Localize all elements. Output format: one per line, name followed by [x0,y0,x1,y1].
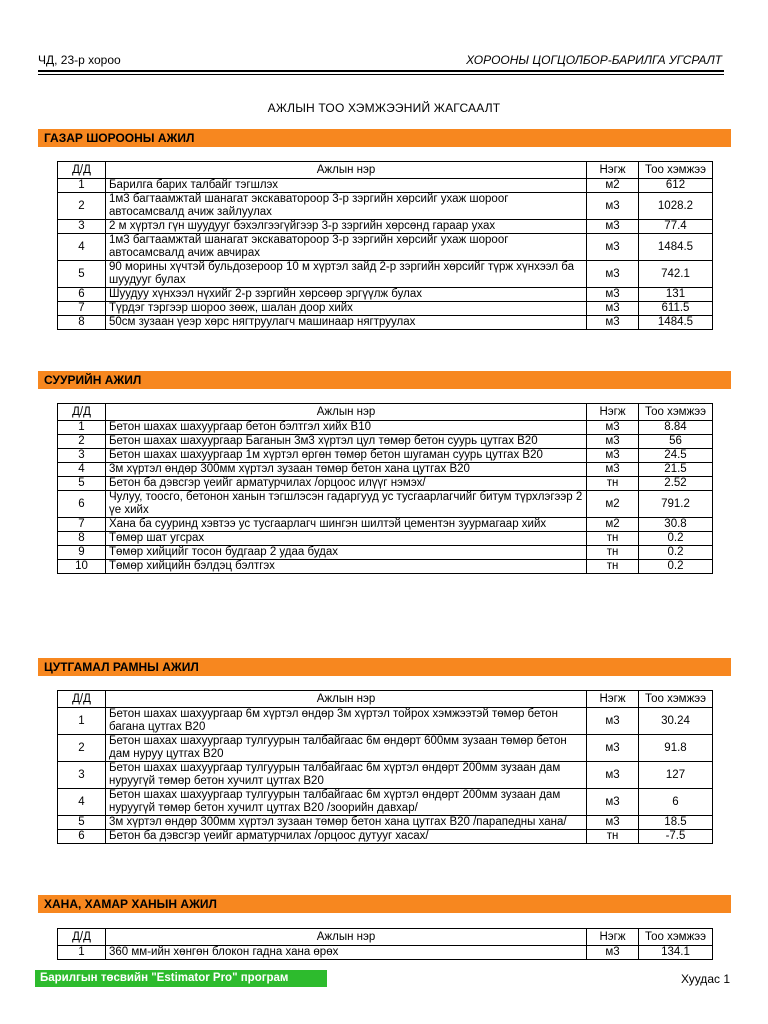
row-unit: м2 [587,179,639,193]
table-header-row [58,162,713,179]
section-bar: ХАНА, ХАМАР ХАНЫН АЖИЛ [38,895,731,913]
table-row [58,491,713,518]
header-rule [38,70,724,72]
row-work-name: Төмөр хийцийн бэлдэц бэлтгэх [106,560,587,574]
col-dd: Д/Д [58,162,106,179]
col-name: Ажлын нэр [106,404,587,421]
row-work-name: 3м хүртэл өндөр 300мм хүртэл зузаан төмөр бетон хана цутгах В20 [106,463,587,477]
table-row [58,220,713,234]
table-row [58,435,713,449]
table-header-row [58,929,713,946]
row-work-name: Хана ба сууринд хэвтээ ус тусгаарлагч шингэн шилтэй цементэн зуурмагаар хийх [106,518,587,532]
row-unit: м3 [587,316,639,330]
row-dd: 6 [58,491,106,518]
table-row [58,708,713,735]
row-work-name: 1м3 багтаамжтай шанагат экскаватороор 3-р зэргийн хөрсийг ухаж шороог автосамсвалд ачиж авчирах [106,234,587,261]
row-unit: м3 [587,463,639,477]
row-quantity: 611.5 [639,302,713,316]
works-table [57,928,713,960]
row-quantity: 127 [639,762,713,789]
row-quantity: 8.84 [639,421,713,435]
row-dd: 1 [58,946,106,960]
row-unit: м3 [587,946,639,960]
row-dd: 5 [58,477,106,491]
row-dd: 8 [58,532,106,546]
row-work-name: 90 морины хүчтэй бульдозероор 10 м хүртэл зайд 2-р зэргийн хөрсийг түрж хүнхээл ба шуудууг булах [106,261,587,288]
table-row [58,234,713,261]
col-dd: Д/Д [58,691,106,708]
table-row [58,830,713,844]
row-quantity: 131 [639,288,713,302]
row-quantity: 30.8 [639,518,713,532]
document-title: АЖЛЫН ТОО ХЭМЖЭЭНИЙ ЖАГСААЛТ [267,101,501,115]
row-dd: 2 [58,735,106,762]
works-table [57,161,713,330]
row-quantity: 2.52 [639,477,713,491]
row-work-name: Төмөр шат угсрах [106,532,587,546]
row-dd: 5 [58,816,106,830]
col-name: Ажлын нэр [106,162,587,179]
row-quantity: 791.2 [639,491,713,518]
table-row [58,449,713,463]
col-dd: Д/Д [58,929,106,946]
table-row [58,193,713,220]
footer-software-badge: Барилгын төсвийн "Estimator Pro" програм [35,970,327,987]
row-unit: тн [587,830,639,844]
row-quantity: 56 [639,435,713,449]
row-dd: 2 [58,193,106,220]
col-dd: Д/Д [58,404,106,421]
col-unit: Нэгж [587,929,639,946]
section-bar: ГАЗАР ШОРООНЫ АЖИЛ [38,129,731,147]
row-quantity: 1484.5 [639,316,713,330]
row-dd: 3 [58,449,106,463]
table-row [58,316,713,330]
row-unit: м2 [587,491,639,518]
row-unit: тн [587,546,639,560]
row-quantity: 134.1 [639,946,713,960]
row-dd: 4 [58,789,106,816]
table-row [58,421,713,435]
col-qty: Тоо хэмжээ [639,404,713,421]
row-unit: м3 [587,708,639,735]
row-dd: 1 [58,708,106,735]
row-work-name: Бетон шахах шахуургаар Баганын 3м3 хүртэл цул төмөр бетон суурь цутгах В20 [106,435,587,449]
row-quantity: 0.2 [639,532,713,546]
row-quantity: 30.24 [639,708,713,735]
row-dd: 1 [58,179,106,193]
row-work-name: Төмөр хийцийг тосон будгаар 2 удаа будах [106,546,587,560]
section-bar: СУУРИЙН АЖИЛ [38,371,731,389]
row-unit: м3 [587,302,639,316]
row-work-name: Бетон шахах шахуургаар тулгуурын талбайгаас 6м өндөрт 600мм зузаан төмөр бетон дам нуруу цутгах В20 [106,735,587,762]
row-work-name: Шуудуу хүнхээл нүхийг 2-р зэргийн хөрсөөр эргүүлж булах [106,288,587,302]
header-left: ЧД, 23-р хороо [38,53,121,67]
row-unit: м2 [587,518,639,532]
row-dd: 9 [58,546,106,560]
table-row [58,560,713,574]
row-unit: м3 [587,220,639,234]
row-unit: м3 [587,816,639,830]
row-unit: м3 [587,288,639,302]
table-row [58,546,713,560]
header-right: ХОРООНЫ ЦОГЦОЛБОР-БАРИЛГА УГСРАЛТ [466,53,722,67]
table-row [58,735,713,762]
col-qty: Тоо хэмжээ [639,691,713,708]
col-unit: Нэгж [587,691,639,708]
row-work-name: Чулуу, тоосго, бетонон ханын тэгшлэсэн гадаргууд ус тусгаарлагчийг битум түрхлэгээр 2 үе хийх [106,491,587,518]
header-rule-thin [38,74,724,75]
table-row [58,762,713,789]
table-row [58,518,713,532]
row-dd: 3 [58,762,106,789]
row-dd: 10 [58,560,106,574]
row-work-name: Бетон шахах шахуургаар 1м хүртэл өргөн төмөр бетон шугаман суурь цутгах В20 [106,449,587,463]
section-bar: ЦУТГАМАЛ РАМНЫ АЖИЛ [38,658,731,676]
row-quantity: 612 [639,179,713,193]
table-row [58,302,713,316]
row-work-name: Барилга барих талбайг тэгшлэх [106,179,587,193]
col-qty: Тоо хэмжээ [639,162,713,179]
col-unit: Нэгж [587,162,639,179]
table-row [58,179,713,193]
row-unit: м3 [587,735,639,762]
row-quantity: -7.5 [639,830,713,844]
row-unit: тн [587,477,639,491]
row-unit: м3 [587,421,639,435]
table-row [58,477,713,491]
row-work-name: 360 мм-ийн хөнгөн блокон гадна хана өрөх [106,946,587,960]
row-dd: 4 [58,234,106,261]
row-dd: 4 [58,463,106,477]
row-unit: м3 [587,449,639,463]
row-unit: тн [587,560,639,574]
row-quantity: 6 [639,789,713,816]
row-work-name: 50см зузаан үеэр хөрс нягтруулагч машинаар нягтруулах [106,316,587,330]
table-row [58,816,713,830]
col-name: Ажлын нэр [106,691,587,708]
row-dd: 7 [58,518,106,532]
col-name: Ажлын нэр [106,929,587,946]
row-quantity: 24.5 [639,449,713,463]
row-unit: м3 [587,193,639,220]
row-work-name: Түрдэг тэргээр шороо зөөж, шалан доор хийх [106,302,587,316]
works-table [57,403,713,574]
table-row [58,288,713,302]
row-unit: м3 [587,789,639,816]
row-dd: 1 [58,421,106,435]
row-quantity: 91.8 [639,735,713,762]
row-work-name: Бетон шахах шахуургаар 6м хүртэл өндөр 3м хүртэл тойрох хэмжээтэй төмөр бетон багана цутгах В20 [106,708,587,735]
table-row [58,463,713,477]
row-quantity: 18.5 [639,816,713,830]
row-unit: м3 [587,762,639,789]
row-work-name: 2 м хүртэл гүн шуудууг бэхэлгээгүйгээр 3-р зэргийн хөрсөнд гараар ухах [106,220,587,234]
row-quantity: 1484.5 [639,234,713,261]
row-work-name: Бетон шахах шахуургаар тулгуурын талбайгаас 6м хүртэл өндөрт 200мм зузаан дам нуруугүй төмөр бетон хучилт цутгах В20 /зоорийн давхар/ [106,789,587,816]
col-unit: Нэгж [587,404,639,421]
page-number: Хуудас 1 [680,972,730,986]
row-quantity: 77.4 [639,220,713,234]
row-work-name: Бетон шахах шахуургаар тулгуурын талбайгаас 6м хүртэл өндөрт 200мм зузаан дам нуруугүй төмөр бетон хучилт цутгах В20 [106,762,587,789]
table-row [58,946,713,960]
table-row [58,532,713,546]
works-table [57,690,713,844]
row-work-name: Бетон ба дэвсгэр үеийг арматурчилах /орцоос илүүг нэмэх/ [106,477,587,491]
row-dd: 7 [58,302,106,316]
table-row [58,789,713,816]
row-dd: 6 [58,830,106,844]
row-quantity: 0.2 [639,560,713,574]
row-work-name: Бетон ба дэвсгэр үеийг арматурчилах /орцоос дутууг хасах/ [106,830,587,844]
col-qty: Тоо хэмжээ [639,929,713,946]
row-unit: м3 [587,261,639,288]
table-header-row [58,404,713,421]
row-dd: 3 [58,220,106,234]
table-header-row [58,691,713,708]
row-dd: 6 [58,288,106,302]
row-quantity: 1028.2 [639,193,713,220]
row-unit: м3 [587,435,639,449]
row-quantity: 21.5 [639,463,713,477]
row-dd: 8 [58,316,106,330]
row-dd: 2 [58,435,106,449]
row-quantity: 742.1 [639,261,713,288]
row-work-name: Бетон шахах шахуургаар бетон бэлтгэл хийх В10 [106,421,587,435]
row-work-name: 1м3 багтаамжтай шанагат экскаватороор 3-р зэргийн хөрсийг ухаж шороог автосамсвалд ачиж зайлуулах [106,193,587,220]
table-row [58,261,713,288]
row-work-name: 3м хүртэл өндөр 300мм хүртэл зузаан төмөр бетон хана цутгах В20 /парапедны хана/ [106,816,587,830]
row-quantity: 0.2 [639,546,713,560]
row-unit: тн [587,532,639,546]
row-unit: м3 [587,234,639,261]
row-dd: 5 [58,261,106,288]
